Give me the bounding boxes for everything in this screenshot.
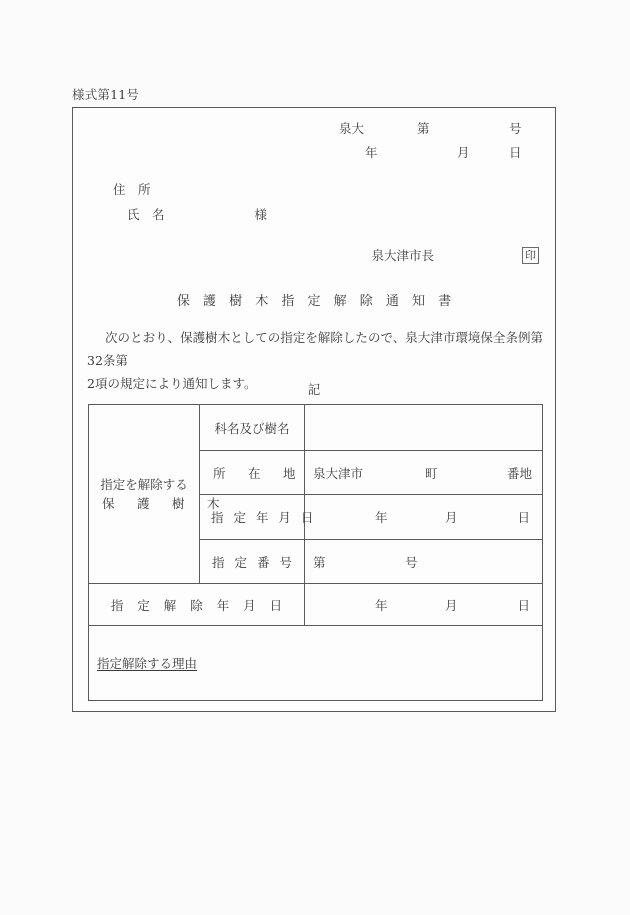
addressee-name-row (113, 205, 267, 230)
doc-number-gou: 号 (509, 121, 522, 136)
addressee-honorific: 様 (254, 207, 268, 222)
document-frame (72, 107, 556, 712)
doc-number-prefix: 泉大 (339, 121, 365, 136)
document-date-line (279, 140, 539, 164)
cancel-date-day: 日 (517, 597, 530, 613)
location-town: 町 (425, 465, 438, 481)
designation-number-gou: 号 (405, 554, 418, 570)
designation-number-label: 指 定 番 号 (200, 540, 305, 584)
issuer-block (73, 246, 539, 264)
body-line-1-text: 次のとおり、保護樹木としての指定を解除したので、泉大津市環境保全条例第32条第 (87, 330, 543, 368)
document-number-line (279, 116, 539, 140)
reason-label: 指定解除する理由 (97, 656, 198, 671)
rowspan-label-line2: 保 護 樹 木 (102, 496, 225, 511)
designation-date-day: 日 (517, 510, 530, 525)
doc-date-day: 日 (509, 145, 522, 160)
location-banchi: 番地 (506, 465, 532, 481)
location-city: 泉大津市 (313, 465, 364, 481)
location-value[interactable] (305, 451, 543, 495)
designation-number-dai: 第 (313, 554, 326, 570)
issuer-name: 泉大津市長 (371, 248, 434, 263)
designation-number-value[interactable] (305, 540, 543, 584)
table-row-tree-name (89, 405, 543, 451)
table-row-reason (89, 626, 543, 701)
cancel-date-value[interactable] (305, 584, 543, 626)
designation-date-value[interactable] (305, 495, 543, 540)
designation-date-label: 指 定 年 月 日 (200, 495, 305, 540)
doc-date-month: 月 (457, 145, 470, 160)
designation-date-month: 月 (445, 510, 458, 525)
form-number: 様式第11号 (72, 87, 140, 102)
cancel-date-year: 年 (375, 597, 388, 613)
tree-name-label: 科名及び樹名 (200, 405, 305, 451)
document-number-block (279, 116, 539, 164)
addressee-name-label: 氏 名 (127, 207, 165, 222)
addressee-block (113, 180, 267, 230)
body-line-2: 2項の規定により通知します。 (87, 376, 257, 391)
seal-icon: 印 (522, 247, 539, 264)
table-row-cancel-date (89, 584, 543, 626)
doc-number-dai: 第 (417, 121, 430, 136)
page-title: 保 護 樹 木 指 定 解 除 通 知 書 (176, 294, 456, 309)
doc-date-year: 年 (365, 145, 378, 160)
tree-name-value[interactable] (305, 405, 543, 451)
body-line-1 (87, 326, 543, 372)
reason-value[interactable] (89, 626, 543, 701)
cancel-date-label: 指 定 解 除 年 月 日 (89, 584, 305, 626)
protected-tree-table (88, 404, 543, 701)
table-rowspan-label (89, 405, 225, 584)
rowspan-label-line1: 指定を解除する (100, 477, 188, 492)
addressee-address-label: 住 所 (113, 182, 151, 197)
location-label: 所 在 地 (200, 451, 305, 495)
cancel-date-month: 月 (445, 597, 458, 613)
addressee-address-row (113, 180, 267, 205)
designation-date-year: 年 (375, 510, 388, 525)
ki-marker: 記 (307, 382, 321, 397)
